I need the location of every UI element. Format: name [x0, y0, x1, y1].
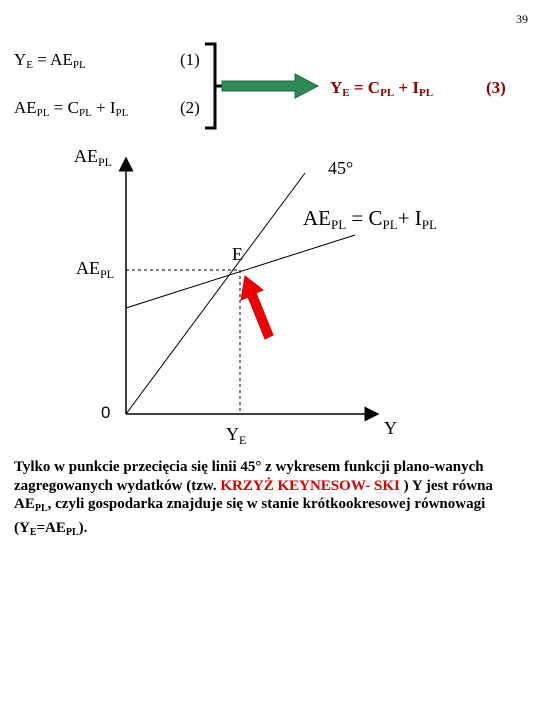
- ae-level-label: $AE_{PL}$: [76, 258, 115, 281]
- line-45-label: 45°: [328, 158, 354, 178]
- red-arrow-icon: [241, 276, 273, 339]
- equation-2-number: (2): [180, 98, 200, 117]
- equation-3: $Y_E = C_{PL} + I_{PL}$: [330, 78, 434, 99]
- equation-2: $AE_{PL} = C_{PL} + I_{PL}$: [14, 98, 129, 119]
- origin-label: 0: [101, 403, 111, 422]
- y-axis-label: $AE_{PL}$: [74, 146, 113, 169]
- equation-1-number: (1): [180, 50, 200, 69]
- caption-text: Tylko w punkcie przecięcia się linii 45° z wykresem funkcji plano-wanych zagregowanych wydatków (tzw. KRZYŻ KEYNESOW- SKI ) Y jest równa $AE_{PL}$, czyli gospodarka znajduje się w stanie krótkookresowej równowagi $(Y_E=AE_{PL})$.: [14, 459, 493, 538]
- equilibrium-point-label: E: [232, 244, 243, 264]
- equation-1: $Y_E = AE_{PL}$: [14, 50, 86, 71]
- line-45-degree: [126, 173, 305, 414]
- ae-line-label: $AE_{PL} = C_{PL}+ I_{PL}$: [303, 206, 437, 232]
- page-number: 39: [516, 12, 528, 26]
- equation-3-number: (3): [486, 78, 506, 97]
- ye-level-label: $Y_E$: [226, 424, 247, 447]
- x-axis-label: Y: [384, 418, 397, 438]
